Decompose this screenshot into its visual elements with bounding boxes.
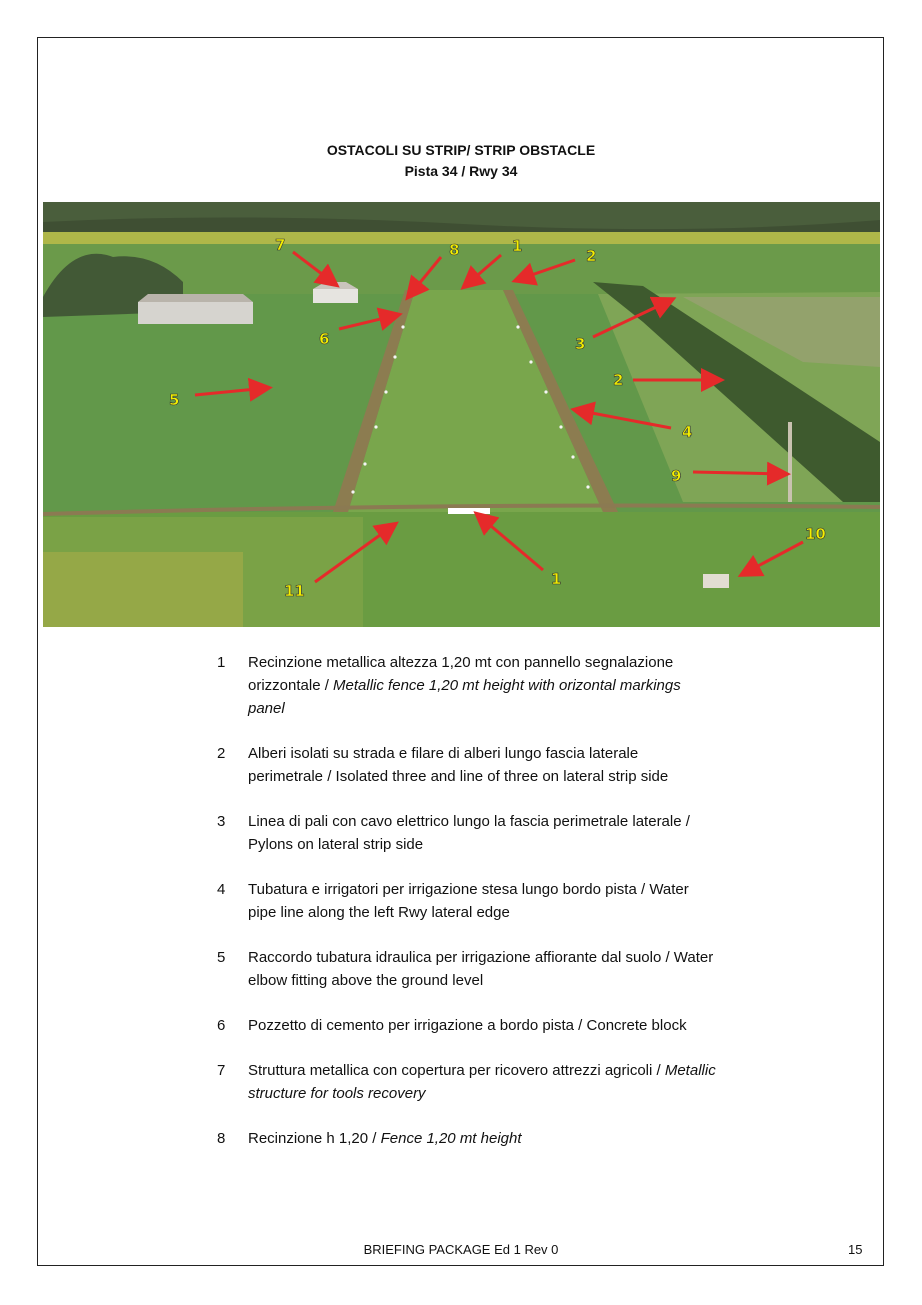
callout-label: 10 — [805, 525, 826, 543]
legend-text-part: Recinzione metallica altezza 1,20 mt con pannello segnalazione orizzontale / — [248, 654, 674, 694]
legend-item — [217, 1127, 717, 1150]
callout-label: 9 — [671, 467, 682, 485]
legend-item — [217, 742, 717, 788]
legend-text-part: Recinzione h 1,20 / — [248, 1130, 381, 1147]
legend-text: Alberi isolati su strada e filare di alberi lungo fascia laterale perimetrale / Isolated three and line of three on lateral strip side — [248, 745, 669, 785]
legend-text: Pozzetto di cemento per irrigazione a bordo pista / Concrete block — [248, 1017, 687, 1034]
legend-number: 3 — [217, 813, 226, 830]
legend-number: 7 — [217, 1062, 226, 1079]
callout-label: 1 — [512, 237, 523, 255]
legend-item — [217, 1059, 717, 1105]
legend-item — [217, 1014, 717, 1037]
footer-text: BRIEFING PACKAGE Ed 1 Rev 0 — [363, 1242, 559, 1257]
callout-label: 2 — [613, 371, 624, 389]
aerial-photo — [43, 202, 880, 627]
legend-item — [217, 878, 717, 924]
legend-text — [248, 1059, 717, 1105]
callout-label: 11 — [284, 582, 305, 600]
callout-label: 5 — [169, 391, 180, 409]
legend-text-part: Struttura metallica con copertura per ricovero attrezzi agricoli / — [248, 1062, 665, 1079]
callout-label: 8 — [449, 241, 460, 259]
legend-text-italic: Metallic structure for tools recovery — [248, 1062, 716, 1102]
callout-label: 1 — [551, 570, 562, 588]
page-number: 15 — [848, 1242, 863, 1257]
legend-number: 6 — [217, 1017, 226, 1034]
legend-item — [217, 651, 717, 720]
legend-item — [217, 946, 717, 992]
page-title: OSTACOLI SU STRIP/ STRIP OBSTACLE — [326, 142, 596, 158]
legend-text — [248, 1127, 717, 1150]
callout-label: 4 — [682, 423, 693, 441]
obstacle-legend — [217, 651, 717, 1150]
legend-text-italic: Metallic fence 1,20 mt height with orizontal markings panel — [248, 677, 681, 717]
legend-number: 2 — [217, 745, 226, 762]
legend-text: Linea di pali con cavo elettrico lungo la fascia perimetrale laterale / Pylons on lateral strip side — [248, 813, 690, 853]
legend-number: 1 — [217, 654, 226, 671]
callout-label: 2 — [586, 247, 597, 265]
legend-number: 5 — [217, 949, 226, 966]
legend-text: Tubatura e irrigatori per irrigazione stesa lungo bordo pista / Water pipe line along the left Rwy lateral edge — [248, 881, 689, 921]
callout-label: 6 — [319, 330, 330, 348]
legend-number: 8 — [217, 1130, 226, 1147]
callout-label: 3 — [575, 335, 586, 353]
page-subtitle: Pista 34 / Rwy 34 — [404, 163, 518, 179]
legend-number: 4 — [217, 881, 226, 898]
legend-text: Raccordo tubatura idraulica per irrigazione affiorante dal suolo / Water elbow fitting above the ground level — [248, 949, 714, 989]
legend-text — [248, 651, 717, 720]
legend-item — [217, 810, 717, 856]
callout-label: 7 — [275, 236, 286, 254]
legend-text-italic: Fence 1,20 mt height — [380, 1130, 522, 1147]
